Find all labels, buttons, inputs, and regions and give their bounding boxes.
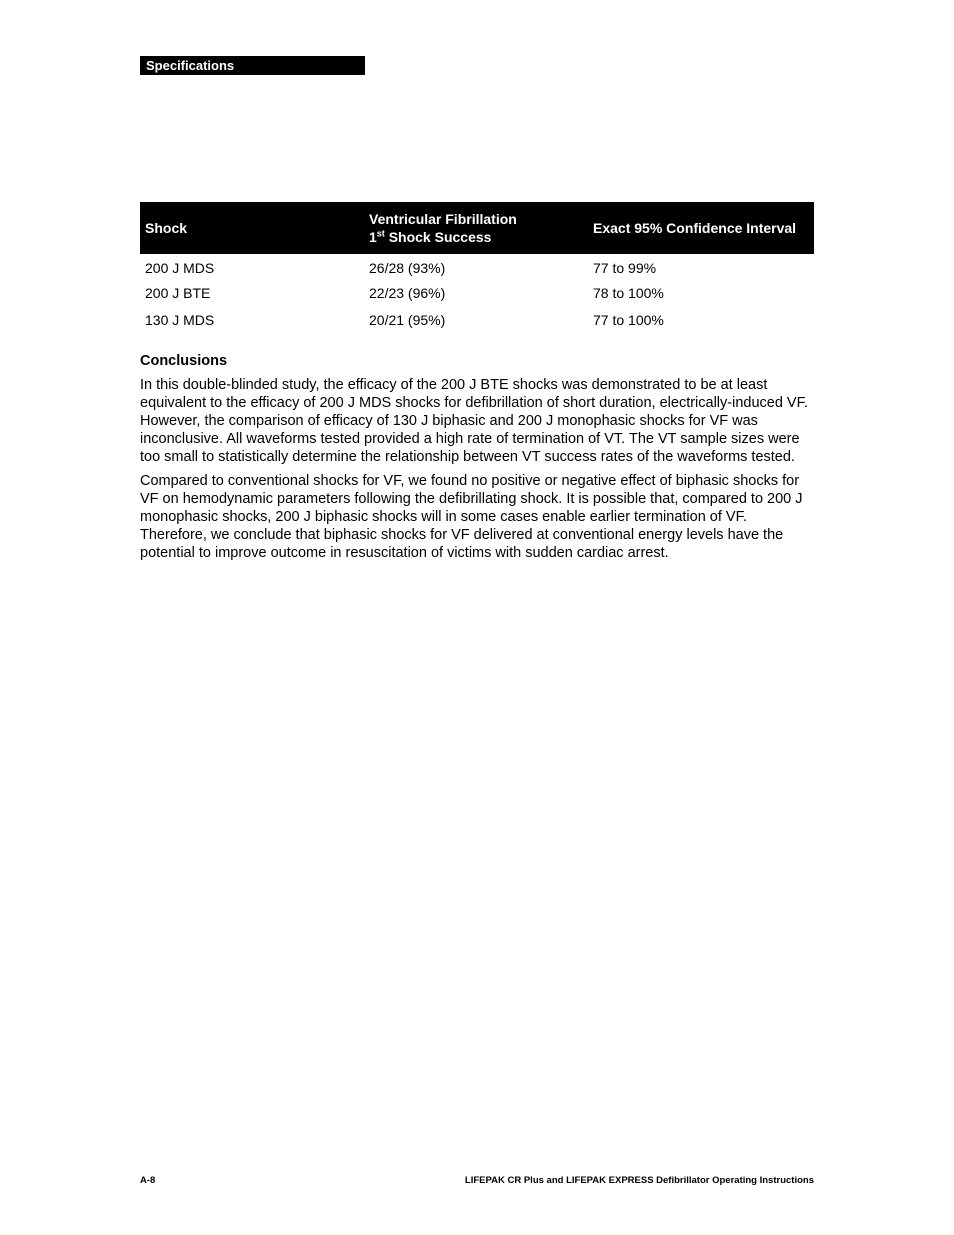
table-row [140, 306, 814, 333]
cell-confidence-interval: 77 to 99% [593, 260, 657, 276]
cell-confidence-interval: 77 to 100% [593, 311, 664, 328]
table-row [140, 254, 814, 279]
cell-vf-success: 22/23 (96%) [369, 284, 446, 301]
cell-shock: 200 J BTE [145, 284, 211, 301]
cell-confidence-interval: 78 to 100% [593, 284, 664, 301]
column-header-confidence-interval: Exact 95% Confidence Interval [588, 202, 814, 254]
cell-shock: 200 J MDS [145, 260, 215, 276]
table-header-row [140, 202, 814, 254]
cell-vf-success: 20/21 (95%) [369, 311, 446, 328]
column-header-vf-line1: Ventricular Fibrillation [369, 211, 517, 227]
conclusions-heading: Conclusions [140, 353, 228, 369]
shock-success-table [140, 202, 814, 333]
table-row [140, 279, 814, 306]
document-title-footer: LIFEPAK CR Plus and LIFEPAK EXPRESS Defibrillator Operating Instructions [464, 1175, 814, 1186]
conclusions-paragraph-2: Compared to conventional shocks for VF, we found no positive or negative effect of biphasic shocks for VF on hemodynamic parameters following the defibrillating shock. It is possible that, compared to 200 J monophasic shocks, 200 J biphasic shocks will in some cases enable earlier termination of VF. Therefore, we conclude that biphasic shocks for VF delivered at conventional energy levels have the potential to improve outcome in resuscitation of victims with sudden cardiac arrest. [140, 473, 803, 561]
cell-vf-success: 26/28 (93%) [369, 260, 446, 276]
column-header-shock: Shock [140, 202, 364, 254]
column-header-vf-ordinal-number: 1 [369, 229, 377, 245]
cell-shock: 130 J MDS [145, 311, 215, 328]
column-header-vf-line2-rest: Shock Success [384, 229, 492, 245]
column-header-vf-success [364, 202, 588, 254]
conclusions-section [140, 352, 816, 568]
section-header-label: Specifications [140, 56, 365, 75]
conclusions-paragraph-1: In this double-blinded study, the efficacy of the 200 J BTE shocks was demonstrated to be at least equivalent to the efficacy of 200 J MDS shocks for defibrillation of short duration, electrically-induced VF. However, the comparison of efficacy of 130 J biphasic and 200 J monophasic shocks for VF was inconclusive. All waveforms tested provided a high rate of termination of VT. The VT sample sizes were too small to statistically determine the relationship between VT success rates of the waveforms tested. [140, 377, 808, 465]
page-number: A-8 [140, 1175, 156, 1186]
column-header-vf-line2 [369, 228, 583, 246]
column-header-vf-ordinal-suffix: st [376, 228, 385, 239]
